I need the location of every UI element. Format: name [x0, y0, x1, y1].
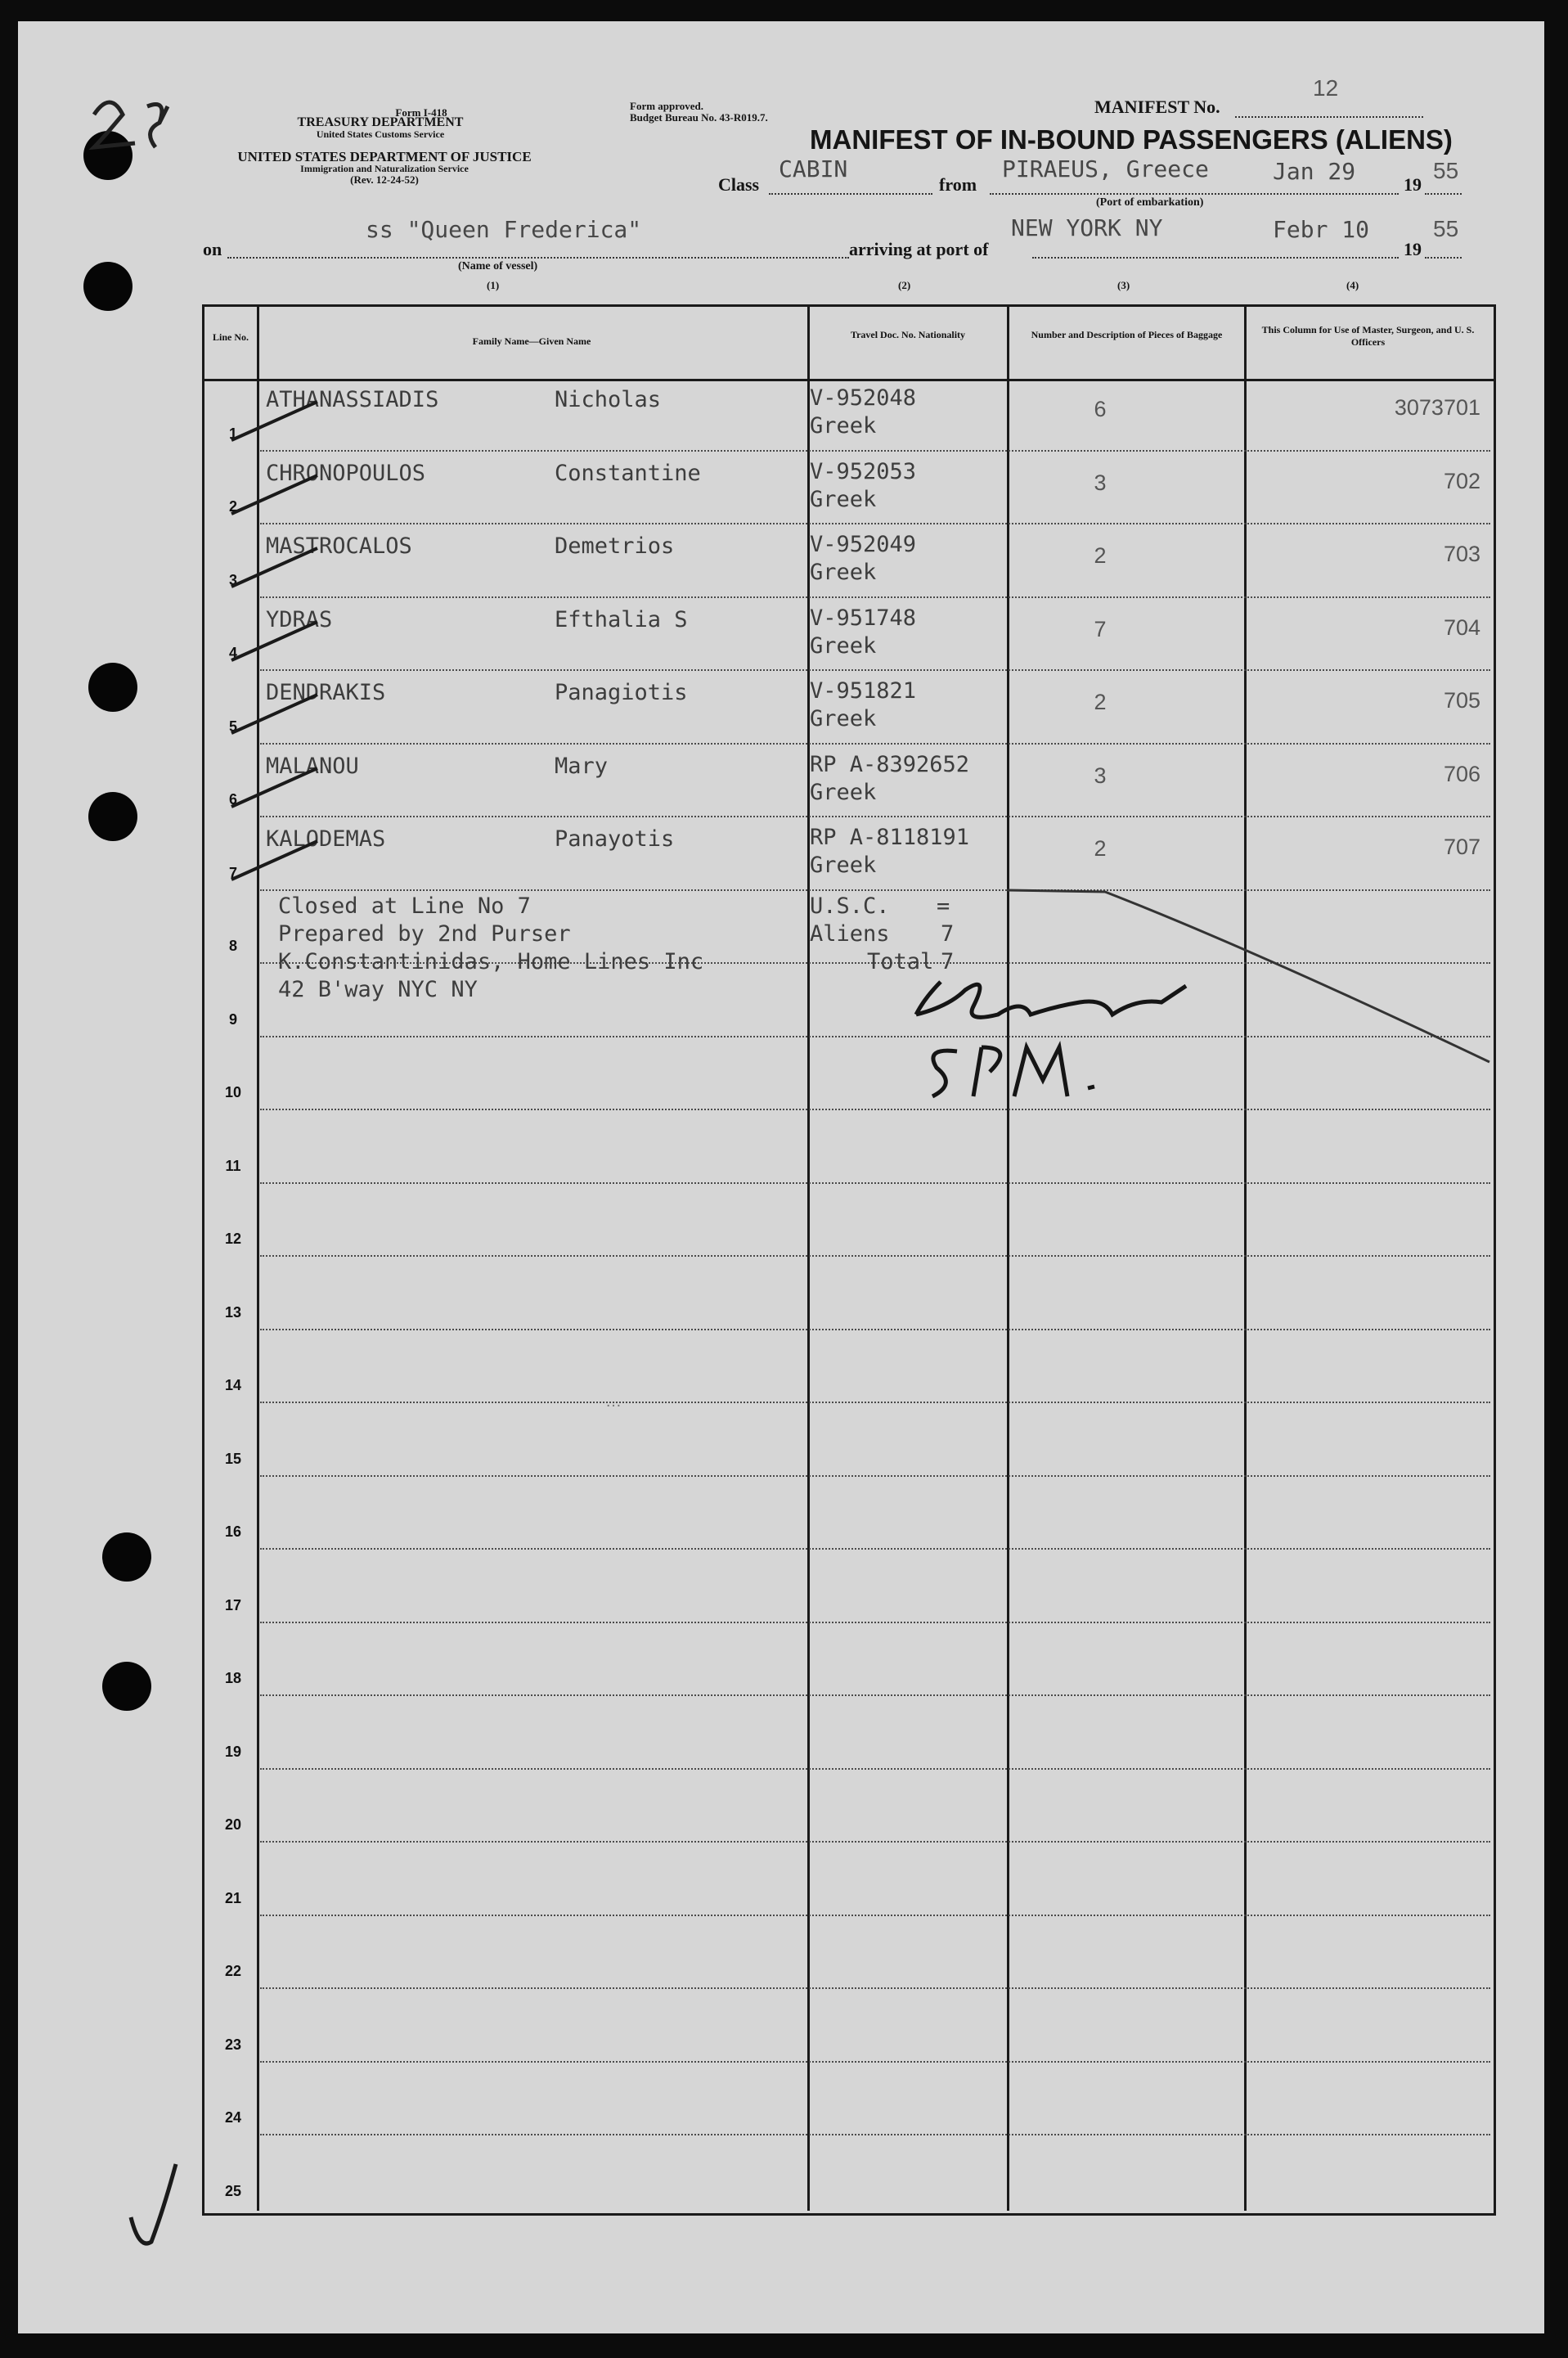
check-strike-mark — [227, 615, 326, 664]
passenger-travel-doc: RP A-8118191 — [810, 825, 970, 850]
aliens-value: 7 — [941, 921, 955, 947]
arrival-year-prefix: 19 — [1404, 239, 1422, 259]
col-head-baggage: Number and Description of Pieces of Baggage — [1031, 329, 1223, 340]
line-number: 7 — [228, 864, 237, 881]
from-year-value: 55 — [1433, 158, 1459, 183]
row-rule — [260, 1475, 1490, 1477]
passenger-family-name: MALANOU — [266, 753, 359, 779]
line-number: 22 — [224, 1963, 242, 1979]
arrival-year-value: 55 — [1433, 216, 1459, 241]
line-number: 4 — [228, 645, 237, 661]
row-rule — [260, 2061, 1490, 2063]
table-header-rule — [202, 379, 1494, 381]
row-rule — [260, 1768, 1490, 1770]
passenger-family-name: ATHANASSIADIS — [266, 387, 439, 412]
passenger-given-name: Mary — [555, 753, 609, 779]
ins-service: Immigration and Naturalization Service — [300, 163, 469, 174]
passenger-officer-number: 706 — [1443, 761, 1480, 786]
row-rule — [260, 523, 1490, 524]
row-rule — [260, 2134, 1490, 2135]
department-of-justice: UNITED STATES DEPARTMENT OF JUSTICE — [237, 149, 532, 164]
passenger-family-name: KALODEMAS — [266, 826, 386, 852]
line-number: 15 — [224, 1450, 242, 1467]
check-strike-mark — [227, 835, 326, 884]
handwritten-corner-mark — [78, 82, 184, 155]
passenger-travel-doc: RP A-8392652 — [810, 751, 970, 777]
row-rule — [260, 1841, 1490, 1843]
passenger-baggage: 7 — [1094, 616, 1107, 641]
row-rule — [260, 1255, 1490, 1257]
col-head-line-no: Line No. — [212, 331, 249, 343]
passenger-travel-doc: V-952049 — [810, 532, 917, 557]
port-of-embarkation-caption: (Port of embarkation) — [1096, 196, 1204, 209]
col-head-name: Family Name—Given Name — [472, 335, 591, 347]
class-line — [769, 193, 932, 195]
line-number: 2 — [228, 498, 237, 515]
closing-line-1: Closed at Line No 7 — [278, 893, 531, 919]
line-number: 19 — [224, 1743, 242, 1760]
passenger-family-name: CHRONOPOULOS — [266, 460, 426, 486]
passenger-given-name: Demetrios — [555, 533, 675, 559]
row-rule — [260, 669, 1490, 671]
arrival-date: Febr 10 — [1273, 216, 1370, 243]
usc-value: = — [937, 893, 950, 919]
row-rule — [260, 1109, 1490, 1110]
binder-hole — [102, 1662, 151, 1711]
form-approved: Form approved. — [630, 100, 704, 112]
col-number-3: (3) — [1117, 279, 1130, 291]
col-number-2: (2) — [898, 279, 911, 291]
treasury-department: TREASURY DEPARTMENT — [297, 115, 464, 129]
from-year-line — [1425, 193, 1462, 195]
row-rule — [260, 1915, 1490, 1916]
manifest-no-value: 12 — [1313, 75, 1339, 101]
column-divider — [1244, 304, 1247, 2211]
class-value: CABIN — [779, 155, 848, 182]
passenger-given-name: Panayotis — [555, 826, 675, 852]
row-rule — [260, 1694, 1490, 1696]
line-number: 16 — [224, 1523, 242, 1540]
form-number: Form I-418 — [395, 106, 447, 119]
from-label: from — [939, 174, 977, 195]
row-rule — [260, 1182, 1490, 1184]
binder-hole — [88, 792, 137, 841]
row-rule — [260, 743, 1490, 745]
line-number: 1 — [228, 425, 237, 442]
line-number: 23 — [224, 2036, 242, 2053]
manifest-title: MANIFEST OF IN-BOUND PASSENGERS (ALIENS) — [810, 124, 1453, 155]
row-rule — [260, 1548, 1490, 1550]
manifest-no-label: MANIFEST No. — [1094, 97, 1220, 117]
col-number-1: (1) — [487, 279, 500, 291]
row-rule — [260, 450, 1490, 452]
passenger-given-name: Efthalia S — [555, 606, 688, 632]
passenger-nationality: Greek — [810, 413, 877, 439]
col-number-4: (4) — [1346, 279, 1359, 291]
binder-hole — [88, 663, 137, 712]
row-rule — [260, 596, 1490, 598]
line-number: 25 — [224, 2182, 242, 2199]
col-head-officers: This Column for Use of Master, Surgeon, and U. S. Officers — [1261, 324, 1475, 348]
line-number: 8 — [228, 938, 237, 954]
usc-label: U.S.C. — [810, 893, 890, 919]
passenger-officer-number: 703 — [1443, 542, 1480, 566]
passenger-nationality: Greek — [810, 779, 877, 805]
passenger-baggage: 2 — [1094, 690, 1107, 714]
binder-hole — [83, 262, 133, 311]
column-divider — [807, 304, 810, 2211]
passenger-baggage: 2 — [1094, 543, 1107, 568]
check-strike-mark — [227, 395, 326, 444]
arriving-label: arriving at port of — [849, 239, 989, 259]
passenger-nationality: Greek — [810, 560, 877, 585]
class-label: Class — [718, 174, 760, 195]
passenger-given-name: Panagiotis — [555, 680, 688, 705]
passenger-travel-doc: V-952053 — [810, 458, 917, 484]
check-strike-mark — [227, 688, 326, 737]
binder-hole — [102, 1532, 151, 1582]
manifest-no-line — [1235, 116, 1423, 118]
row-rule — [260, 1402, 1490, 1403]
line-number: 17 — [224, 1596, 242, 1613]
line-number: 14 — [224, 1377, 242, 1393]
arrival-port: NEW YORK NY — [1011, 214, 1163, 241]
closing-line-4: 42 B'way NYC NY — [278, 977, 478, 1002]
check-strike-mark — [227, 762, 326, 811]
passenger-nationality: Greek — [810, 486, 877, 512]
faint-stamp: … — [605, 1393, 622, 1411]
name-of-vessel-caption: (Name of vessel) — [458, 260, 538, 272]
closing-line-3: K.Constantinidas, Home Lines Inc — [278, 949, 704, 974]
vessel-name: ss "Queen Frederica" — [366, 216, 642, 243]
arrival-line — [1032, 257, 1399, 259]
passenger-officer-number: 702 — [1443, 468, 1480, 493]
aliens-label: Aliens — [810, 921, 890, 947]
passenger-travel-doc: V-952048 — [810, 385, 917, 411]
line-number: 10 — [224, 1084, 242, 1100]
on-label: on — [203, 239, 222, 259]
from-line — [990, 193, 1399, 195]
col-head-travel-doc: Travel Doc. No. Nationality — [850, 329, 966, 340]
passenger-officer-number: 705 — [1443, 688, 1480, 713]
line-number: 3 — [228, 571, 237, 588]
from-year-prefix: 19 — [1404, 174, 1422, 195]
manifest-table — [202, 304, 1496, 2216]
arrival-year-line — [1425, 257, 1462, 259]
passenger-given-name: Constantine — [555, 460, 701, 486]
line-number: 12 — [224, 1231, 242, 1247]
line-number: 18 — [224, 1670, 242, 1686]
line-number: 9 — [228, 1010, 237, 1028]
passenger-travel-doc: V-951821 — [810, 678, 917, 704]
check-mark — [123, 2160, 180, 2258]
total-value: 7 — [941, 949, 955, 974]
passenger-family-name: DENDRAKIS — [266, 680, 386, 705]
passenger-given-name: Nicholas — [555, 387, 662, 412]
passenger-family-name: YDRAS — [266, 606, 333, 632]
line-number: 13 — [224, 1303, 242, 1321]
row-rule — [260, 816, 1490, 817]
line-number: 24 — [224, 2109, 242, 2126]
check-strike-mark — [227, 469, 326, 518]
handwritten-signature — [892, 965, 1235, 1113]
closing-line-2: Prepared by 2nd Purser — [278, 921, 571, 947]
passenger-nationality: Greek — [810, 632, 877, 659]
passenger-baggage: 6 — [1094, 397, 1107, 421]
check-strike-mark — [227, 542, 326, 591]
passenger-officer-number: 707 — [1443, 835, 1480, 859]
vessel-line — [227, 257, 849, 259]
passenger-officer-number: 704 — [1443, 614, 1480, 640]
row-rule — [260, 1987, 1490, 1989]
line-number: 5 — [228, 718, 237, 735]
line-number: 20 — [224, 1816, 242, 1833]
passenger-nationality: Greek — [810, 706, 877, 731]
column-divider — [1007, 304, 1009, 2211]
passenger-family-name: MASTROCALOS — [266, 533, 412, 559]
passenger-baggage: 3 — [1094, 470, 1107, 495]
passenger-baggage: 2 — [1094, 836, 1107, 861]
line-number: 11 — [225, 1157, 241, 1174]
row-rule — [260, 1329, 1490, 1330]
row-rule — [260, 1622, 1490, 1623]
revision-date: (Rev. 12-24-52) — [350, 173, 419, 186]
budget-bureau: Budget Bureau No. 43-R019.7. — [630, 111, 768, 124]
from-value: PIRAEUS, Greece — [1002, 155, 1209, 182]
passenger-travel-doc: V-951748 — [810, 605, 917, 631]
passenger-officer-number: 3073701 — [1394, 395, 1480, 420]
line-number: 21 — [224, 1889, 242, 1906]
passenger-nationality: Greek — [810, 853, 877, 878]
line-number: 6 — [228, 791, 237, 808]
total-label: Total — [867, 949, 934, 974]
passenger-baggage: 3 — [1094, 763, 1107, 788]
from-date: Jan 29 — [1273, 158, 1356, 185]
customs-service: United States Customs Service — [316, 128, 445, 140]
